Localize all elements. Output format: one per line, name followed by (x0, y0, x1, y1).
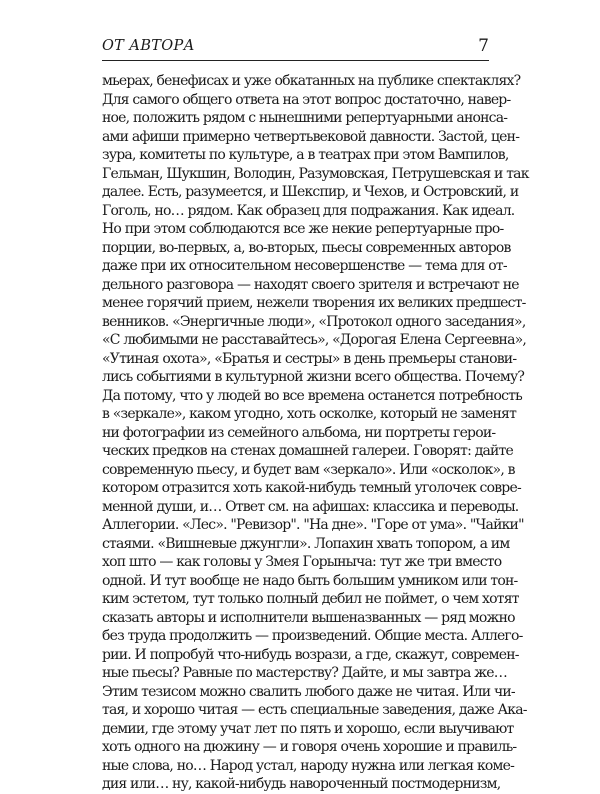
text-line: венников. «Энергичные люди», «Протокол одного заседания», (102, 313, 526, 330)
text-line: современную пьесу, и будет вам «зеркало». Или «осколок», в (102, 461, 515, 478)
text-line: Для самого общего ответа на этот вопрос достаточно, навер- (102, 91, 511, 108)
text-line: ное, положить рядом с нынешними репертуарными анонса- (102, 110, 508, 126)
section-title: ОТ АВТОРА (102, 38, 195, 54)
text-line: «С любимыми не расставайтесь», «Дорогая Елена Сергеевна», (102, 332, 527, 348)
text-line: стаями. «Вишневые джунгли». Лопахин хвать топором, а им (102, 535, 510, 552)
text-line: ные слова, но… Народ устал, народу нужна или легкая коме- (102, 757, 515, 774)
text-line: далее. Есть, разумеется, и Шекспир, и Чехов, и Островский, и (102, 184, 519, 200)
text-line: одной. И тут вообще не надо быть большим умником или тон- (102, 572, 518, 589)
text-line: дия или… ну, какой-нибудь навороченный постмодернизм, (102, 776, 501, 792)
text-line: хоть одного на дюжину — и говоря очень хорошие и правиль- (102, 739, 517, 755)
text-line: ные пьесы? Равные по мастерству? Дайте, и мы завтра же… (102, 665, 507, 681)
text-line: «Утиная охота», «Братья и сестры» в день премьеры станови- (102, 350, 517, 367)
text-line: демии, где этому учат лет по пять и хорошо, если выучивают (102, 720, 514, 737)
text-line: ни фотографии из семейного альбома, ни портреты герои- (102, 424, 496, 441)
running-header (102, 36, 489, 61)
text-line: зура, комитеты по культуре, а в театрах при этом Вампилов, (102, 147, 509, 163)
text-line: мьерах, бенефисах и уже обкатанных на публике спектаклях? (102, 73, 521, 89)
text-line: Гоголь, но… рядом. Как образец для подражания. Как идеал. (102, 202, 515, 219)
text-line: лись событиями в культурной жизни всего общества. Почему? (102, 369, 525, 385)
text-line: Этим тезисом можно свалить любого даже не читая. Или чи- (102, 683, 515, 700)
text-line: порции, во-первых, а, во-вторых, пьесы современных авторов (102, 239, 511, 256)
text-line: ческих предков на стенах домашней галереи. Говорят: дайте (102, 443, 514, 459)
text-line: Аллегории. «Лес». "Ревизор". "На дне». "Горе от ума». "Чайки" (102, 517, 524, 533)
text-line: Но при этом соблюдаются все же некие репертуарные про- (102, 221, 504, 237)
text-line: ким эстетом, тут только полный дебил не поймет, о чем хотят (102, 591, 519, 607)
text-line: дельного разговора — находят своего зрителя и встречают не (102, 276, 519, 293)
text-line: даже при их относительном несовершенстве — тема для от- (102, 258, 507, 274)
text-line: менной души, и… Ответ см. на афишах: классика и переводы. (102, 498, 519, 515)
page-number: 7 (478, 36, 489, 56)
text-line: Гельман, Шукшин, Володин, Разумовская, Петрушевская и так (102, 165, 529, 182)
text-line: котором отразится хоть какой-нибудь темный уголочек совре- (102, 480, 521, 496)
body-text (102, 72, 529, 794)
text-line: без труда продолжить — произведений. Общие места. Аллего- (102, 628, 523, 644)
text-line: рии. И попробуй что-нибудь возрази, а где, скажут, современ- (102, 646, 519, 663)
text-line: тая, и хорошо читая — есть специальные заведения, даже Ака- (102, 702, 527, 718)
text-line: менее горячий прием, нежели творения их великих предшест- (102, 295, 526, 311)
text-line: сказать авторы и исполнители вышеназванных — ряд можно (102, 609, 515, 626)
text-line: ами афиши примерно четвертьвековой давности. Застой, цен- (102, 128, 520, 145)
text-line: хоп што — как головы у Змея Горыныча: тут же три вместо (102, 554, 502, 570)
text-line: в «зеркале», каком угодно, хоть осколке, который не заменят (102, 406, 517, 422)
text-line: Да потому, что у людей во все времена останется потребность (102, 387, 522, 404)
